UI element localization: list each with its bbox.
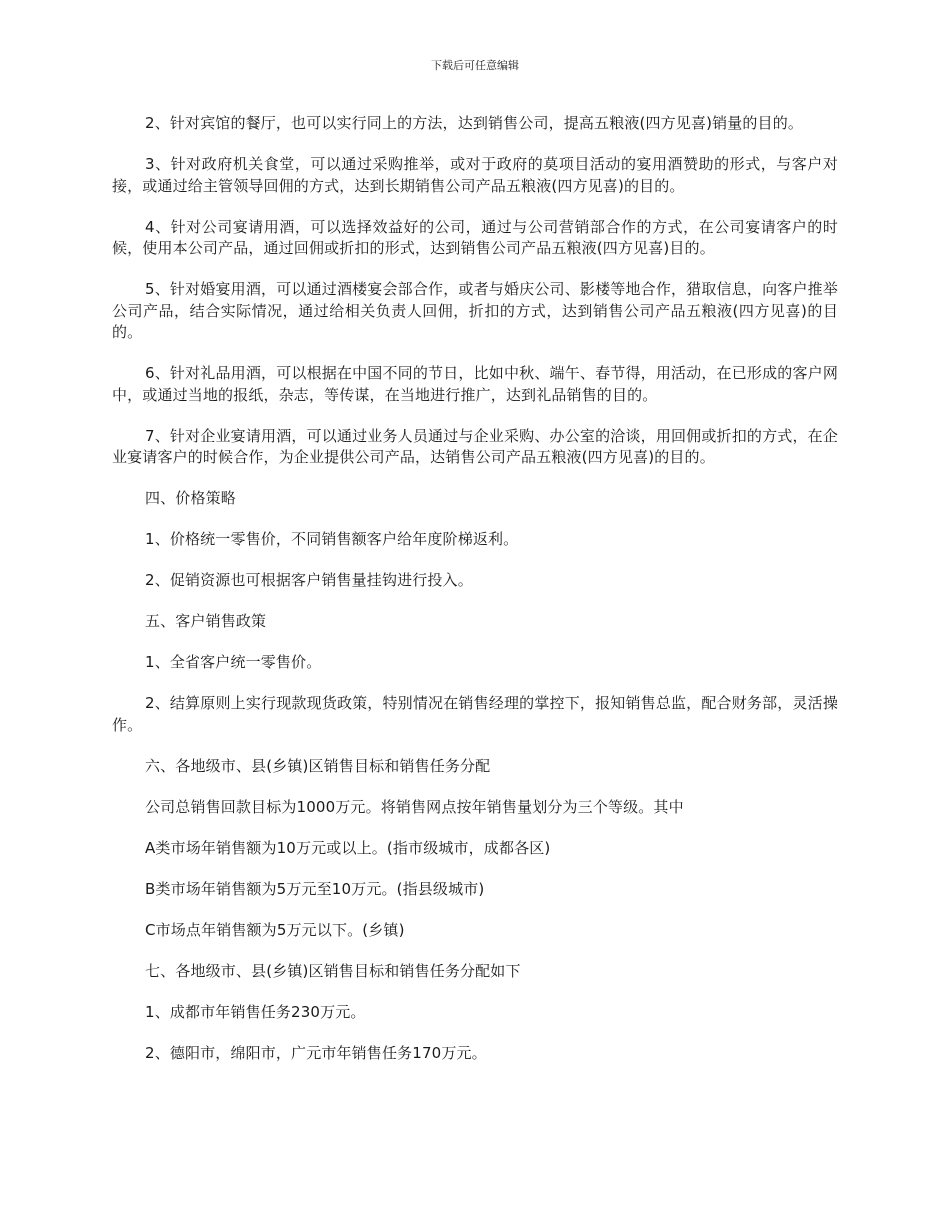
page-header: 下载后可任意编辑 (431, 59, 519, 72)
paragraph-enterprise-banquet: 7、针对企业宴请用酒，可以通过业务人员通过与企业采购、办公室的洽谈，用回佣或折扣的方式，在企业宴请客户的时候合作，为企业提供公司产品，达销售公司产品五粮液(四方见喜)的目的。 (112, 426, 838, 466)
section-heading-targets: 六、各地级市、县(乡镇)区销售目标和销售任务分配 (145, 756, 491, 775)
paragraph-deyang-mianyang-guangyuan-task: 2、德阳市，绵阳市，广元市年销售任务170万元。 (145, 1043, 487, 1062)
section-heading-task-allocation: 七、各地级市、县(乡镇)区销售目标和销售任务分配如下 (145, 961, 521, 980)
paragraph-tier-a: A类市场年销售额为10万元或以上。(指市级城市，成都各区) (145, 838, 551, 857)
paragraph-company-banquet: 4、针对公司宴请用酒，可以选择效益好的公司，通过与公司营销部合作的方式，在公司宴请客户的时候，使用本公司产品，通过回佣或折扣的形式，达到销售公司产品五粮液(四方见喜)目的。 (112, 217, 838, 257)
section-heading-sales-policy: 五、客户销售政策 (145, 612, 267, 630)
paragraph-pricing-2: 2、促销资源也可根据客户销售量挂钩进行投入。 (145, 571, 473, 589)
paragraph-policy-1: 1、全省客户统一零售价。 (145, 653, 322, 671)
paragraph-hotel-restaurant: 2、针对宾馆的餐厅，也可以实行同上的方法，达到销售公司，提高五粮液(四方见喜)销量的目的。 (145, 114, 804, 132)
paragraph-chengdu-task: 1、成都市年销售任务230万元。 (145, 1002, 366, 1021)
paragraph-wedding-banquet: 5、针对婚宴用酒，可以通过酒楼宴会部合作，或者与婚庆公司、影楼等地合作，猎取信息，向客户推举公司产品，结合实际情况，通过给相关负责人回佣，折扣的方式，达到销售公司产品五粮液(四方见喜)的目的。 (112, 280, 838, 341)
paragraph-total-target: 公司总销售回款目标为1000万元。将销售网点按年销售量划分为三个等级。其中 (145, 797, 684, 816)
paragraph-government-canteen: 3、针对政府机关食堂，可以通过采购推举，或对于政府的莫项目活动的宴用酒赞助的形式，与客户对接，或通过给主管领导回佣的方式，达到长期销售公司产品五粮液(四方见喜)的目的。 (112, 155, 838, 195)
paragraph-gift-wine: 6、针对礼品用酒，可以根据在中国不同的节日，比如中秋、端午、春节得，用活动，在已形成的客户网中，或通过当地的报纸，杂志，等传谋，在当地进行推广，达到礼品销售的目的。 (112, 364, 838, 404)
paragraph-policy-2: 2、结算原则上实行现款现货政策，特别情况在销售经理的掌控下，报知销售总监，配合财务部，灵活操作。 (112, 694, 838, 734)
paragraph-tier-b: B类市场年销售额为5万元至10万元。(指县级城市) (145, 879, 485, 898)
section-heading-pricing: 四、价格策略 (145, 489, 236, 507)
paragraph-pricing-1: 1、价格统一零售价，不同销售额客户给年度阶梯返利。 (145, 530, 519, 548)
paragraph-tier-c: C市场点年销售额为5万元以下。(乡镇) (145, 920, 405, 939)
document-body (112, 113, 838, 1064)
